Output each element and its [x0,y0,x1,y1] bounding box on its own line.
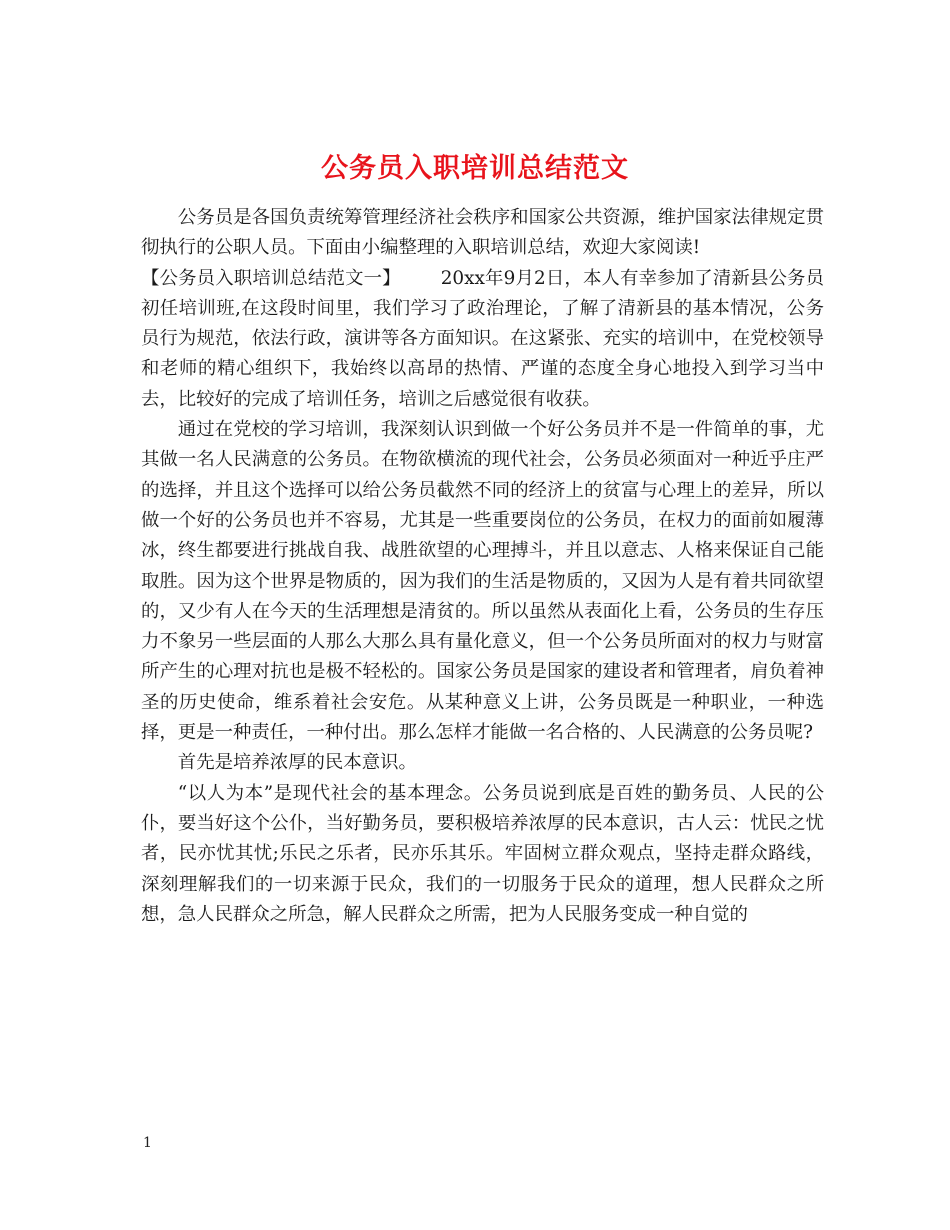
body-paragraph-3: “以人为本”是现代社会的基本理念。公务员说到底是百姓的勤务员、人民的公仆，要当好这个公仆，当好勤务员，要积极培养浓厚的民本意识，古人云：忧民之忧者，民亦忧其忧;乐民之乐者，民亦乐其乐。牢固树立群众观点，坚持走群众路线，深刻理解我们的一切来源于民众，我们的一切服务于民众的道理，想人民群众之所想，急人民群众之所急，解人民群众之所需，把为人民服务变成一种自觉的 [141,782,824,925]
body-paragraph-2: 首先是培养浓厚的民本意识。 [177,752,417,774]
document-title: 公务员入职培训总结范文 [321,153,629,185]
section-heading: 【公务员入职培训总结范文一】 [141,267,401,289]
document-body [141,203,824,930]
body-paragraph-1: 通过在党校的学习培训，我深刻认识到做一个好公务员并不是一件简单的事，尤其做一名人民满意的公务员。在物欲横流的现代社会，公务员必须面对一种近乎庄严的选择，并且这个选择可以给公务员截然不同的经济上的贫富与心理上的差异，所以做一个好的公务员也并不容易，尤其是一些重要岗位的公务员，在权力的面前如履薄冰，终生都要进行挑战自我、战胜欲望的心理搏斗，并且以意志、人格来保证自己能取胜。因为这个世界是物质的，因为我们的生活是物质的，又因为人是有着共同欲望的，又少有人在今天的生活理想是清贫的。所以虽然从表面化上看，公务员的生存压力不象另一些层面的人那么大那么具有量化意义，但一个公务员所面对的权力与财富所产生的心理对抗也是极不轻松的。国家公务员是国家的建设者和管理者，肩负着神圣的历史使命，维系着社会安危。从某种意义上讲，公务员既是一种职业，一种选择，更是一种责任，一种付出。那么怎样才能做一名合格的、人民满意的公务员呢? [141,419,824,744]
intro-paragraph: 公务员是各国负责统筹管理经济社会秩序和国家公共资源，维护国家法律规定贯彻执行的公职人员。下面由小编整理的入职培训总结，欢迎大家阅读! [141,207,824,259]
page-number: 1 [143,1135,152,1151]
section-paragraph [141,264,824,415]
section-first-paragraph: 20xx年9月2日，本人有幸参加了清新县公务员初任培训班,在这段时间里，我们学习了政治理论，了解了清新县的基本情况，公务员行为规范，依法行政，演讲等各方面知识。在这紧张、充实的培训中，在党校领导和老师的精心组织下，我始终以高昂的热情、严谨的态度全身心地投入到学习当中去，比较好的完成了培训任务，培训之后感觉很有收获。 [141,267,824,410]
